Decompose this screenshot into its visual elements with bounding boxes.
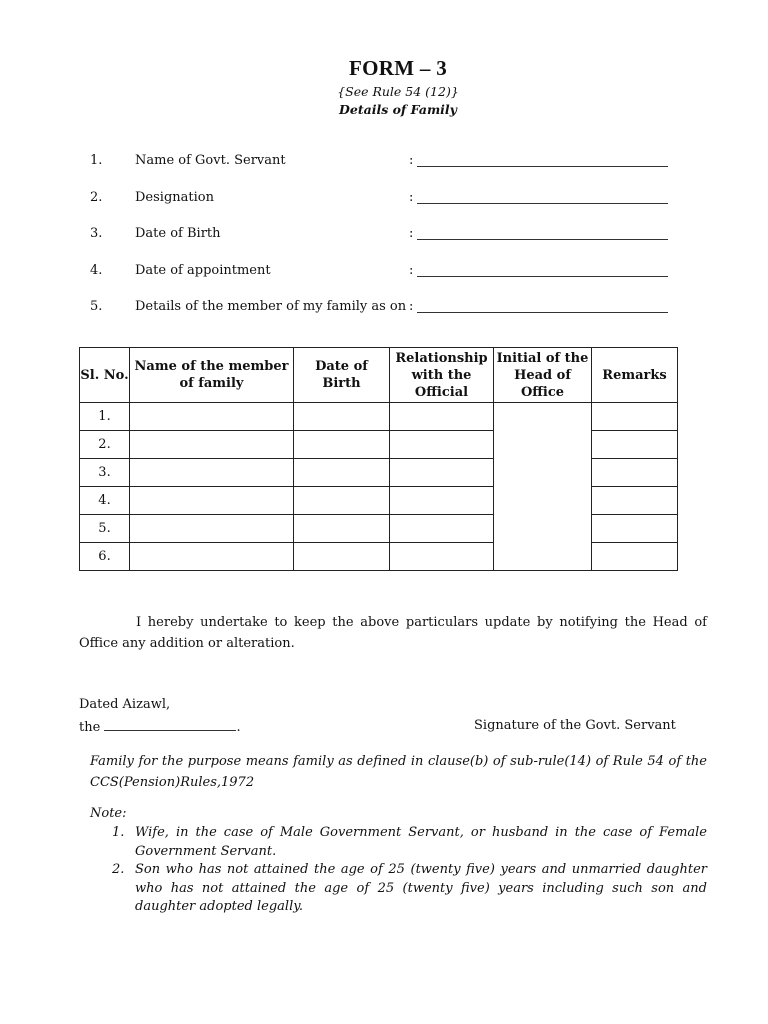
undertaking-text: I hereby undertake to keep the above particulars update by notifying the Head of Office any addition or alteration. xyxy=(79,615,707,651)
form-title: FORM – 3 xyxy=(348,56,448,80)
date-line xyxy=(79,718,241,735)
row-serial: 1. xyxy=(80,403,130,431)
header-relationship: Relationship with the Official xyxy=(390,348,494,403)
relationship-cell[interactable] xyxy=(390,487,494,515)
dob-input-line[interactable] xyxy=(417,239,668,240)
field-colon: : xyxy=(409,190,414,205)
field-number: 4. xyxy=(90,263,103,278)
family-details-table xyxy=(79,347,678,571)
field-family-details-date xyxy=(90,299,710,317)
note-text: Son who has not attained the age of 25 (twenty five) years and unmarried daughter who has not attained the age of 25 (twenty five) years including such son and daughter adopted legally. xyxy=(135,862,707,914)
date-prefix: the xyxy=(79,720,101,735)
date-blank[interactable] xyxy=(104,718,236,731)
header-date-of-birth: Date of Birth xyxy=(294,348,390,403)
signature-label: Signature of the Govt. Servant xyxy=(474,718,676,733)
note-item xyxy=(90,861,707,917)
field-label: Designation xyxy=(135,190,214,205)
field-name-of-govt-servant xyxy=(90,153,710,171)
relationship-cell[interactable] xyxy=(390,515,494,543)
row-serial: 3. xyxy=(80,459,130,487)
row-serial: 5. xyxy=(80,515,130,543)
remarks-cell[interactable] xyxy=(592,431,678,459)
form-subtitle: Details of Family xyxy=(339,102,457,117)
field-colon: : xyxy=(409,299,414,314)
note-number: 2. xyxy=(112,862,125,877)
member-name-cell[interactable] xyxy=(130,515,294,543)
relationship-cell[interactable] xyxy=(390,403,494,431)
field-number: 5. xyxy=(90,299,103,314)
member-name-cell[interactable] xyxy=(130,487,294,515)
dated-place: Dated Aizawl, xyxy=(79,697,171,712)
dob-cell[interactable] xyxy=(294,459,390,487)
remarks-cell[interactable] xyxy=(592,515,678,543)
field-date-of-birth xyxy=(90,226,710,244)
dob-cell[interactable] xyxy=(294,543,390,571)
table-row xyxy=(80,403,678,431)
header-member-name: Name of the member of family xyxy=(130,348,294,403)
appointment-input-line[interactable] xyxy=(417,276,668,277)
field-number: 2. xyxy=(90,190,103,205)
field-label: Date of Birth xyxy=(135,226,221,241)
field-colon: : xyxy=(409,263,414,278)
dob-cell[interactable] xyxy=(294,431,390,459)
header-remarks: Remarks xyxy=(592,348,678,403)
date-suffix: . xyxy=(236,720,241,735)
field-date-of-appointment xyxy=(90,263,710,281)
field-colon: : xyxy=(409,153,414,168)
relationship-cell[interactable] xyxy=(390,459,494,487)
field-label: Details of the member of my family as on xyxy=(135,299,407,314)
dob-cell[interactable] xyxy=(294,515,390,543)
row-serial: 4. xyxy=(80,487,130,515)
header-sl-no: Sl. No. xyxy=(80,348,130,403)
field-label: Date of appointment xyxy=(135,263,271,278)
member-name-cell[interactable] xyxy=(130,431,294,459)
member-name-cell[interactable] xyxy=(130,459,294,487)
field-number: 3. xyxy=(90,226,103,241)
header-initial-head-of-office: Initial of the Head of Office xyxy=(494,348,592,403)
family-definition: Family for the purpose means family as defined in clause(b) of sub-rule(14) of Rule 54 of the CCS(Pension)Rules,1972 xyxy=(90,754,707,790)
field-colon: : xyxy=(409,226,414,241)
field-label: Name of Govt. Servant xyxy=(135,153,286,168)
relationship-cell[interactable] xyxy=(390,543,494,571)
initial-head-of-office-cell[interactable] xyxy=(494,403,592,571)
family-date-input-line[interactable] xyxy=(417,312,668,313)
note-number: 1. xyxy=(112,825,125,840)
remarks-cell[interactable] xyxy=(592,487,678,515)
field-designation xyxy=(90,190,710,208)
member-name-cell[interactable] xyxy=(130,403,294,431)
name-input-line[interactable] xyxy=(417,166,668,167)
field-number: 1. xyxy=(90,153,103,168)
remarks-cell[interactable] xyxy=(592,403,678,431)
member-name-cell[interactable] xyxy=(130,543,294,571)
row-serial: 6. xyxy=(80,543,130,571)
relationship-cell[interactable] xyxy=(390,431,494,459)
remarks-cell[interactable] xyxy=(592,459,678,487)
remarks-cell[interactable] xyxy=(592,543,678,571)
designation-input-line[interactable] xyxy=(417,203,668,204)
note-text: Wife, in the case of Male Government Servant, or husband in the case of Female Government Servant. xyxy=(135,825,707,859)
note-heading: Note: xyxy=(90,806,127,821)
dob-cell[interactable] xyxy=(294,403,390,431)
row-serial: 2. xyxy=(80,431,130,459)
note-item xyxy=(90,824,707,861)
table-header-row xyxy=(80,348,678,403)
undertaking-paragraph xyxy=(79,612,707,654)
rule-reference: {See Rule 54 (12)} xyxy=(337,84,459,99)
dob-cell[interactable] xyxy=(294,487,390,515)
